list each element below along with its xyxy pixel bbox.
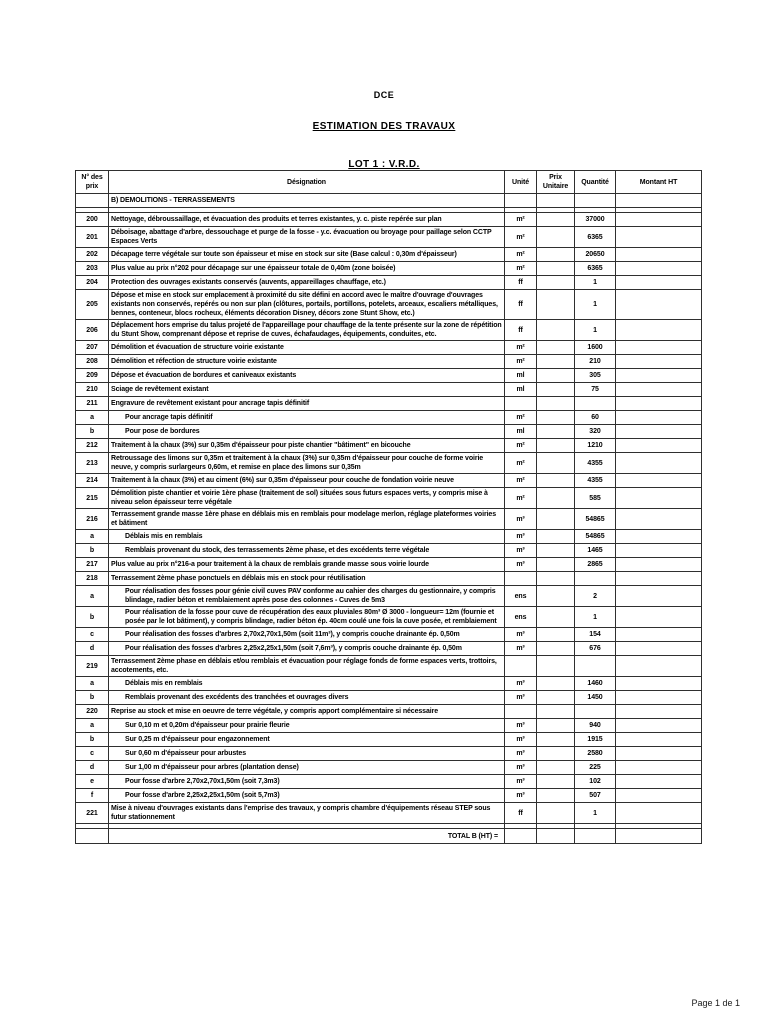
unit-cell: m³ bbox=[505, 530, 537, 544]
amount-cell bbox=[616, 397, 702, 411]
amount-cell bbox=[616, 213, 702, 227]
quantity-cell: 6365 bbox=[575, 262, 616, 276]
unit-price-cell bbox=[537, 341, 575, 355]
table-row bbox=[76, 341, 702, 355]
quantity-cell: 320 bbox=[575, 425, 616, 439]
col-header-designation: Désignation bbox=[109, 171, 505, 194]
amount-cell bbox=[616, 453, 702, 474]
designation-cell: Terrassement 2ème phase ponctuels en déblais mis en stock pour réutilisation bbox=[109, 572, 505, 586]
designation-cell: Pour réalisation de la fosse pour cuve de récupération des eaux pluviales 80m³ Ø 3000 - longueur= 12m (fournie et posée par le lot bâtiment), y compris blindage, radier béton ép. 40cm coulé une fois la cuve posée, et remblaiement bbox=[109, 607, 505, 628]
amount-cell bbox=[616, 719, 702, 733]
quantity-cell: 60 bbox=[575, 411, 616, 425]
table-row bbox=[76, 558, 702, 572]
price-number-cell: 220 bbox=[76, 705, 109, 719]
unit-cell: ens bbox=[505, 586, 537, 607]
quantity-cell: 1 bbox=[575, 290, 616, 320]
designation-cell: Traitement à la chaux (3%) sur 0,35m d'épaisseur pour piste chantier "bâtiment" en bicouche bbox=[109, 439, 505, 453]
unit-price-cell bbox=[537, 355, 575, 369]
unit-price-cell bbox=[537, 628, 575, 642]
unit-cell: m³ bbox=[505, 761, 537, 775]
designation-cell: Démolition et évacuation de structure voirie existante bbox=[109, 341, 505, 355]
quantity-cell: 2 bbox=[575, 586, 616, 607]
unit-price-cell bbox=[537, 453, 575, 474]
designation-cell: Déblais mis en remblais bbox=[109, 677, 505, 691]
amount-cell bbox=[616, 747, 702, 761]
quantity-cell: 54865 bbox=[575, 530, 616, 544]
designation-cell: Sur 0,60 m d'épaisseur pour arbustes bbox=[109, 747, 505, 761]
amount-cell bbox=[616, 439, 702, 453]
amount-cell bbox=[616, 227, 702, 248]
unit-price-cell bbox=[537, 488, 575, 509]
price-number-cell: 221 bbox=[76, 803, 109, 824]
unit-cell: ff bbox=[505, 290, 537, 320]
designation-cell: Pour pose de bordures bbox=[109, 425, 505, 439]
amount-cell bbox=[616, 383, 702, 397]
unit-cell: m³ bbox=[505, 775, 537, 789]
quantity-cell: 1 bbox=[575, 607, 616, 628]
unit-cell: m² bbox=[505, 355, 537, 369]
price-number-cell: 203 bbox=[76, 262, 109, 276]
amount-cell bbox=[616, 656, 702, 677]
designation-cell: Plus value au prix n°202 pour décapage sur une épaisseur totale de 0,40m (zone boisée) bbox=[109, 262, 505, 276]
total-row bbox=[76, 829, 702, 844]
amount-cell bbox=[616, 677, 702, 691]
page-title: ESTIMATION DES TRAVAUX bbox=[312, 121, 456, 132]
unit-price-cell bbox=[537, 383, 575, 397]
price-number-cell: f bbox=[76, 789, 109, 803]
table-row bbox=[76, 572, 702, 586]
amount-cell bbox=[616, 248, 702, 262]
unit-cell: m² bbox=[505, 453, 537, 474]
designation-cell: Terrassement 2ème phase en déblais et/ou remblais et évacuation pour réglage fonds de forme espaces verts, trottoirs, accotements, etc. bbox=[109, 656, 505, 677]
amount-cell bbox=[616, 761, 702, 775]
amount-cell bbox=[616, 733, 702, 747]
price-number-cell: 218 bbox=[76, 572, 109, 586]
amount-cell bbox=[616, 628, 702, 642]
amount-cell bbox=[616, 425, 702, 439]
designation-cell: Démolition piste chantier et voirie 1ère phase (traitement de sol) situées sous futurs espaces verts, y compris mise à niveau selon épaisseur terre végétale bbox=[109, 488, 505, 509]
designation-cell: Traitement à la chaux (3%) et au ciment (6%) sur 0,35m d'épaisseur pour couche de fondation voirie neuve bbox=[109, 474, 505, 488]
unit-cell: m² bbox=[505, 488, 537, 509]
quantity-cell: 1 bbox=[575, 320, 616, 341]
amount-cell bbox=[616, 355, 702, 369]
table-row bbox=[76, 789, 702, 803]
price-number-cell: 212 bbox=[76, 439, 109, 453]
unit-cell: m³ bbox=[505, 677, 537, 691]
amount-cell bbox=[616, 642, 702, 656]
unit-cell bbox=[505, 397, 537, 411]
price-number-cell: a bbox=[76, 719, 109, 733]
table-row bbox=[76, 383, 702, 397]
price-number-cell: 219 bbox=[76, 656, 109, 677]
price-number-cell: a bbox=[76, 677, 109, 691]
table-row bbox=[76, 262, 702, 276]
unit-cell: m² bbox=[505, 227, 537, 248]
quantity-cell: 676 bbox=[575, 642, 616, 656]
price-number-cell: 215 bbox=[76, 488, 109, 509]
designation-cell: Dépose et mise en stock sur emplacement à proximité du site défini en accord avec le maître d'ouvrage d'ouvrages existants non conservés, repérés ou non sur plan (clôtures, portails, portillons, potelets, arceaux, escaliers métalliques, bennes, conteneur, blocs rocheux, éléments décoration Disney, décors zone Stunt Show, etc.) bbox=[109, 290, 505, 320]
table-row bbox=[76, 586, 702, 607]
estimation-table bbox=[75, 170, 702, 844]
price-number-cell: b bbox=[76, 425, 109, 439]
unit-cell: m³ bbox=[505, 642, 537, 656]
price-number-cell: b bbox=[76, 544, 109, 558]
table-row bbox=[76, 227, 702, 248]
table-row bbox=[76, 320, 702, 341]
amount-cell bbox=[616, 803, 702, 824]
unit-cell: m³ bbox=[505, 719, 537, 733]
unit-cell: m² bbox=[505, 411, 537, 425]
amount-cell bbox=[616, 829, 702, 844]
quantity-cell: 1915 bbox=[575, 733, 616, 747]
amount-cell bbox=[616, 691, 702, 705]
unit-price-cell bbox=[537, 227, 575, 248]
designation-cell: Pour fosse d'arbre 2,70x2,70x1,50m (soit 7,3m3) bbox=[109, 775, 505, 789]
price-number-cell: 200 bbox=[76, 213, 109, 227]
unit-cell: ff bbox=[505, 320, 537, 341]
amount-cell bbox=[616, 320, 702, 341]
price-number-cell bbox=[76, 829, 109, 844]
amount-cell bbox=[616, 194, 702, 208]
quantity-cell bbox=[575, 572, 616, 586]
designation-cell: Pour fosse d'arbre 2,25x2,25x1,50m (soit 5,7m3) bbox=[109, 789, 505, 803]
designation-cell: Pour réalisation des fosses pour génie civil cuves PAV conforme au cahier des charges du gestionnaire, y compris blindage, radier béton et remblaiement après pose des colonnes - Cuves de 5m3 bbox=[109, 586, 505, 607]
quantity-cell bbox=[575, 829, 616, 844]
designation-cell: B) DEMOLITIONS - TERRASSEMENTS bbox=[109, 194, 505, 208]
table-row bbox=[76, 355, 702, 369]
table-row bbox=[76, 369, 702, 383]
unit-price-cell bbox=[537, 509, 575, 530]
amount-cell bbox=[616, 789, 702, 803]
unit-price-cell bbox=[537, 558, 575, 572]
price-number-cell: b bbox=[76, 691, 109, 705]
table-row bbox=[76, 488, 702, 509]
designation-cell: Engravure de revêtement existant pour ancrage tapis définitif bbox=[109, 397, 505, 411]
unit-cell bbox=[505, 705, 537, 719]
designation-cell: Déblais mis en remblais bbox=[109, 530, 505, 544]
table-row bbox=[76, 747, 702, 761]
page-number-label: Page 1 de 1 bbox=[691, 998, 740, 1008]
amount-cell bbox=[616, 607, 702, 628]
unit-cell: m³ bbox=[505, 747, 537, 761]
unit-price-cell bbox=[537, 586, 575, 607]
unit-cell bbox=[505, 656, 537, 677]
quantity-cell: 940 bbox=[575, 719, 616, 733]
price-number-cell: b bbox=[76, 607, 109, 628]
amount-cell bbox=[616, 705, 702, 719]
table-row bbox=[76, 509, 702, 530]
price-number-cell: 204 bbox=[76, 276, 109, 290]
table-header-row bbox=[76, 171, 702, 194]
amount-cell bbox=[616, 369, 702, 383]
quantity-cell: 1 bbox=[575, 803, 616, 824]
unit-cell: ml bbox=[505, 383, 537, 397]
quantity-cell bbox=[575, 194, 616, 208]
unit-cell: m³ bbox=[505, 544, 537, 558]
unit-price-cell bbox=[537, 213, 575, 227]
price-number-cell: 214 bbox=[76, 474, 109, 488]
unit-price-cell bbox=[537, 733, 575, 747]
unit-price-cell bbox=[537, 290, 575, 320]
quantity-cell: 1460 bbox=[575, 677, 616, 691]
quantity-cell: 210 bbox=[575, 355, 616, 369]
designation-cell: Terrassement grande masse 1ère phase en déblais mis en remblais pour modelage merlon, réglage plateformes voiries et bâtiment bbox=[109, 509, 505, 530]
amount-cell bbox=[616, 530, 702, 544]
table-row bbox=[76, 248, 702, 262]
unit-price-cell bbox=[537, 530, 575, 544]
unit-price-cell bbox=[537, 829, 575, 844]
quantity-cell: 1600 bbox=[575, 341, 616, 355]
unit-price-cell bbox=[537, 747, 575, 761]
unit-price-cell bbox=[537, 803, 575, 824]
unit-price-cell bbox=[537, 642, 575, 656]
quantity-cell: 4355 bbox=[575, 453, 616, 474]
designation-cell: Pour ancrage tapis définitif bbox=[109, 411, 505, 425]
unit-price-cell bbox=[537, 397, 575, 411]
unit-cell bbox=[505, 829, 537, 844]
amount-cell bbox=[616, 509, 702, 530]
designation-cell: Pour réalisation des fosses d'arbres 2,25x2,25x1,50m (soit 7,6m³), y compris couche drainante ép. 0,50m bbox=[109, 642, 505, 656]
unit-price-cell bbox=[537, 544, 575, 558]
price-number-cell: a bbox=[76, 586, 109, 607]
unit-price-cell bbox=[537, 677, 575, 691]
amount-cell bbox=[616, 586, 702, 607]
quantity-cell: 102 bbox=[575, 775, 616, 789]
col-header-amount: Montant HT bbox=[616, 171, 702, 194]
price-number-cell: 211 bbox=[76, 397, 109, 411]
quantity-cell: 1 bbox=[575, 276, 616, 290]
table-row bbox=[76, 544, 702, 558]
price-number-cell: 208 bbox=[76, 355, 109, 369]
quantity-cell: 1450 bbox=[575, 691, 616, 705]
unit-cell: m² bbox=[505, 474, 537, 488]
table-row bbox=[76, 213, 702, 227]
unit-price-cell bbox=[537, 656, 575, 677]
unit-cell: m³ bbox=[505, 691, 537, 705]
table-row bbox=[76, 290, 702, 320]
designation-cell: Retroussage des limons sur 0,35m et traitement à la chaux (3%) sur 0,35m d'épaisseur pour couche de forme voirie neuve, y compris surlargeurs 0,60m, et remise en place des limons sur 0,35m bbox=[109, 453, 505, 474]
col-header-unit-price: Prix Unitaire bbox=[537, 171, 575, 194]
unit-price-cell bbox=[537, 789, 575, 803]
designation-cell: Déplacement hors emprise du talus projeté de l'appareillage pour chauffage de la tente présente sur la zone de répétition du Stunt Show, comprenant dépose et reprise de cuves, échafaudages, équipements, conduites, etc. bbox=[109, 320, 505, 341]
table-row bbox=[76, 691, 702, 705]
designation-cell: Mise à niveau d'ouvrages existants dans l'emprise des travaux, y compris chambre d'équipements réseau STEP sous futur stationnement bbox=[109, 803, 505, 824]
amount-cell bbox=[616, 290, 702, 320]
quantity-cell: 507 bbox=[575, 789, 616, 803]
unit-price-cell bbox=[537, 775, 575, 789]
unit-price-cell bbox=[537, 761, 575, 775]
unit-cell: m² bbox=[505, 213, 537, 227]
designation-cell: Sur 0,25 m d'épaisseur pour engazonnement bbox=[109, 733, 505, 747]
title-block bbox=[0, 90, 768, 170]
designation-cell: Nettoyage, débroussaillage, et évacuation des produits et terres existantes, y. c. piste repérée sur plan bbox=[109, 213, 505, 227]
price-number-cell: 202 bbox=[76, 248, 109, 262]
designation-cell: Protection des ouvrages existants conservés (auvents, appareillages chauffage, etc.) bbox=[109, 276, 505, 290]
table-row bbox=[76, 803, 702, 824]
quantity-cell: 585 bbox=[575, 488, 616, 509]
price-number-cell: a bbox=[76, 530, 109, 544]
quantity-cell bbox=[575, 656, 616, 677]
table-row bbox=[76, 733, 702, 747]
amount-cell bbox=[616, 775, 702, 789]
designation-cell: Déboisage, abattage d'arbre, dessouchage et purge de la fosse - y.c. évacuation ou broyage pour paillage selon CCTP Espaces Verts bbox=[109, 227, 505, 248]
col-header-unit: Unité bbox=[505, 171, 537, 194]
unit-cell: m² bbox=[505, 439, 537, 453]
table-row bbox=[76, 642, 702, 656]
table-row bbox=[76, 705, 702, 719]
unit-cell bbox=[505, 194, 537, 208]
amount-cell bbox=[616, 558, 702, 572]
unit-cell: ff bbox=[505, 803, 537, 824]
unit-price-cell bbox=[537, 691, 575, 705]
quantity-cell: 2865 bbox=[575, 558, 616, 572]
table-row bbox=[76, 397, 702, 411]
col-header-qty: Quantité bbox=[575, 171, 616, 194]
table-row bbox=[76, 439, 702, 453]
price-number-cell: 217 bbox=[76, 558, 109, 572]
estimation-table-body bbox=[76, 194, 702, 844]
quantity-cell: 6365 bbox=[575, 227, 616, 248]
table-row bbox=[76, 411, 702, 425]
unit-price-cell bbox=[537, 474, 575, 488]
designation-cell: Dépose et évacuation de bordures et caniveaux existants bbox=[109, 369, 505, 383]
price-number-cell: 205 bbox=[76, 290, 109, 320]
quantity-cell: 54865 bbox=[575, 509, 616, 530]
quantity-cell: 1210 bbox=[575, 439, 616, 453]
amount-cell bbox=[616, 276, 702, 290]
designation-cell: Sciage de revêtement existant bbox=[109, 383, 505, 397]
unit-cell: m³ bbox=[505, 733, 537, 747]
quantity-cell: 2580 bbox=[575, 747, 616, 761]
designation-cell: Pour réalisation des fosses d'arbres 2,70x2,70x1,50m (soit 11m³), y compris couche drainante ép. 0,50m bbox=[109, 628, 505, 642]
unit-cell: ff bbox=[505, 276, 537, 290]
unit-cell: ml bbox=[505, 369, 537, 383]
unit-price-cell bbox=[537, 439, 575, 453]
unit-price-cell bbox=[537, 262, 575, 276]
table-header bbox=[76, 171, 702, 194]
price-number-cell: 210 bbox=[76, 383, 109, 397]
amount-cell bbox=[616, 544, 702, 558]
quantity-cell bbox=[575, 397, 616, 411]
unit-cell: ml bbox=[505, 425, 537, 439]
designation-cell: Reprise au stock et mise en oeuvre de terre végétale, y compris apport complémentaire si nécessaire bbox=[109, 705, 505, 719]
table-row bbox=[76, 677, 702, 691]
price-number-cell: b bbox=[76, 733, 109, 747]
unit-price-cell bbox=[537, 425, 575, 439]
unit-price-cell bbox=[537, 411, 575, 425]
price-number-cell: 213 bbox=[76, 453, 109, 474]
quantity-cell: 305 bbox=[575, 369, 616, 383]
unit-cell: m³ bbox=[505, 789, 537, 803]
table-row bbox=[76, 607, 702, 628]
unit-cell: m² bbox=[505, 262, 537, 276]
designation-cell: Démolition et réfection de structure voirie existante bbox=[109, 355, 505, 369]
table-row bbox=[76, 453, 702, 474]
table-row bbox=[76, 628, 702, 642]
price-number-cell: 207 bbox=[76, 341, 109, 355]
designation-cell: Plus value au prix n°216-a pour traitement à la chaux de remblais grande masse sous voirie lourde bbox=[109, 558, 505, 572]
designation-cell: Sur 0,10 m et 0,20m d'épaisseur pour prairie fleurie bbox=[109, 719, 505, 733]
unit-cell: m³ bbox=[505, 558, 537, 572]
table-row bbox=[76, 775, 702, 789]
price-number-cell: 216 bbox=[76, 509, 109, 530]
price-number-cell bbox=[76, 194, 109, 208]
lot-subtitle: LOT 1 : V.R.D. bbox=[348, 159, 420, 170]
unit-price-cell bbox=[537, 320, 575, 341]
table-row bbox=[76, 276, 702, 290]
table-row bbox=[76, 656, 702, 677]
unit-price-cell bbox=[537, 369, 575, 383]
unit-cell: m³ bbox=[505, 509, 537, 530]
unit-cell: ens bbox=[505, 607, 537, 628]
quantity-cell: 37000 bbox=[575, 213, 616, 227]
quantity-cell: 20650 bbox=[575, 248, 616, 262]
price-number-cell: c bbox=[76, 747, 109, 761]
quantity-cell: 1465 bbox=[575, 544, 616, 558]
unit-cell: m³ bbox=[505, 628, 537, 642]
unit-cell bbox=[505, 572, 537, 586]
unit-price-cell bbox=[537, 719, 575, 733]
designation-cell: Remblais provenant du stock, des terrassements 2ème phase, et des excédents terre végétale bbox=[109, 544, 505, 558]
unit-cell: m² bbox=[505, 248, 537, 262]
table-row bbox=[76, 425, 702, 439]
unit-price-cell bbox=[537, 607, 575, 628]
price-number-cell: a bbox=[76, 411, 109, 425]
amount-cell bbox=[616, 341, 702, 355]
unit-price-cell bbox=[537, 705, 575, 719]
price-number-cell: e bbox=[76, 775, 109, 789]
price-number-cell: 209 bbox=[76, 369, 109, 383]
quantity-cell bbox=[575, 705, 616, 719]
quantity-cell: 75 bbox=[575, 383, 616, 397]
quantity-cell: 154 bbox=[575, 628, 616, 642]
table-row bbox=[76, 474, 702, 488]
designation-cell: Remblais provenant des excédents des tranchées et ouvrages divers bbox=[109, 691, 505, 705]
unit-price-cell bbox=[537, 276, 575, 290]
designation-cell: TOTAL B (HT) = bbox=[109, 829, 505, 844]
unit-price-cell bbox=[537, 572, 575, 586]
unit-price-cell bbox=[537, 248, 575, 262]
price-number-cell: c bbox=[76, 628, 109, 642]
designation-cell: Décapage terre végétale sur toute son épaisseur et mise en stock sur site (Base calcul : 0,30m d'épaisseur) bbox=[109, 248, 505, 262]
amount-cell bbox=[616, 411, 702, 425]
amount-cell bbox=[616, 262, 702, 276]
price-number-cell: 206 bbox=[76, 320, 109, 341]
price-number-cell: d bbox=[76, 642, 109, 656]
designation-cell: Sur 1,00 m d'épaisseur pour arbres (plantation dense) bbox=[109, 761, 505, 775]
section-row bbox=[76, 194, 702, 208]
quantity-cell: 4355 bbox=[575, 474, 616, 488]
quantity-cell: 225 bbox=[575, 761, 616, 775]
table-row bbox=[76, 719, 702, 733]
amount-cell bbox=[616, 572, 702, 586]
table-row bbox=[76, 530, 702, 544]
table-row bbox=[76, 761, 702, 775]
unit-price-cell bbox=[537, 194, 575, 208]
col-header-num: N° des prix bbox=[76, 171, 109, 194]
doc-type-title: DCE bbox=[373, 90, 395, 100]
price-number-cell: 201 bbox=[76, 227, 109, 248]
price-number-cell: d bbox=[76, 761, 109, 775]
amount-cell bbox=[616, 488, 702, 509]
amount-cell bbox=[616, 474, 702, 488]
unit-cell: m² bbox=[505, 341, 537, 355]
